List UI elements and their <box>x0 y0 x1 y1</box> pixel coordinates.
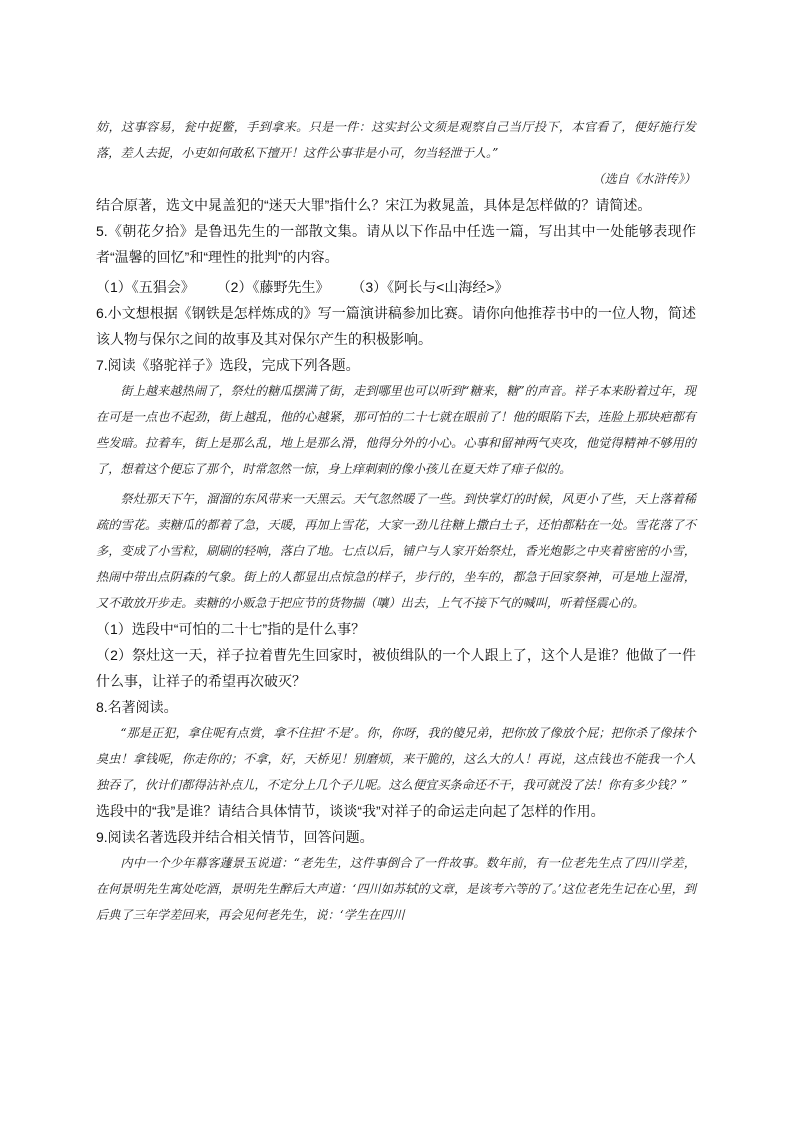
shuihu-excerpt: 妨，这事容易，瓮中捉鳖，手到拿来。只是一件：这实封公文须是观察自己当厅投下，本官看了，便好施行发落，差人去捉，小吏如何敢私下擅开！这件公事非是小可，勿当轻泄于人。” <box>96 120 696 160</box>
question-5-options <box>96 274 696 300</box>
question-8-title: 8.名著阅读。 <box>96 699 178 715</box>
question-8-excerpt: “那是正犯，拿住呢有点赏，拿不住担‘不是’。你，你呀，我的傻兄弟，把你放了像放个屁；把你杀了像抹个臭虫！拿钱呢，你走你的；不拿，好，天桥见！别磨烦，来干脆的，这么大的人！再说，这点钱也不能我一个人独吞了，伙计们都得沾补点儿，不定分上几个子儿呢。这么便宜买条命还不干，我可就没了法！你有多少钱？” <box>96 726 696 792</box>
question-8-question: 选段中的“我”是谁？请结合具体情节，谈谈“我”对祥子的命运走向起了怎样的作用。 <box>96 803 605 819</box>
question-5: 5.《朝花夕拾》是鲁迅先生的一部散文集。请从以下作品中任选一篇，写出其中一处能够表现作者“温馨的回忆”和“理性的批判”的内容。 <box>96 223 696 265</box>
option-3: （3）《阿长与<山海经>》 <box>351 279 509 295</box>
option-2: （2）《藤野先生》 <box>216 279 330 295</box>
luotuo-excerpt-paragraph-2: 祭灶那天下午，溜溜的东风带来一天黑云。天气忽然暖了一些。到快掌灯的时候，风更小了些，天上落着稀疏的雪花。卖糖瓜的都着了急，天暖，再加上雪花，大家一劲儿往糖上撒白土子，还怕都粘在一处。雪花落了不多，变成了小雪粒，刷刷的轻响，落白了地。七点以后，铺户与人家开始祭灶，香光炮影之中夹着密密的小雪，热闹中带出点阴森的气象。街上的人都显出点惊急的样子，步行的，坐车的，都急于回家祭神，可是地上湿滑，又不敢放开步走。卖糖的小贩急于把应节的货物揣（嚷）出去，上气不接下气的喊叫，听着怪震心的。 <box>96 492 696 610</box>
option-1: （1）《五猖会》 <box>96 279 195 295</box>
question-7-sub-2: （2）祭灶这一天，祥子拉着曹先生回家时，被侦缉队的一个人跟上了，这个人是谁？他做了一件什么事，让祥子的希望再次破灭？ <box>96 647 696 689</box>
luotuo-excerpt-paragraph-1: 街上越来越热闹了，祭灶的糖瓜摆满了街，走到哪里也可以听到“糖来，糖”的声音。祥子本来盼着过年，现在可是一点也不起劲，街上越乱，他的心越紧，那可怕的二十七就在眼前了！他的眼陷下去，连脸上那块疤都有些发暗。拉着车，街上是那么乱，地上是那么滑，他得分外的小心。心事和留神两气夹攻，他觉得精神不够用的了，想着这个便忘了那个，时常忽然一惊，身上痒刺刺的像小孩儿在夏天炸了痱子似的。 <box>96 384 696 476</box>
question-7-title: 7.阅读《骆驼祥子》选段，完成下列各题。 <box>96 357 360 373</box>
question-9-title: 9.阅读名著选段并结合相关情节，回答问题。 <box>96 829 374 845</box>
question-6: 6.小文想根据《钢铁是怎样炼成的》写一篇演讲稿参加比赛。请你向他推荐书中的一位人物，简述该人物与保尔之间的故事及其对保尔产生的积极影响。 <box>96 305 696 347</box>
document-content <box>96 114 696 928</box>
excerpt-source: （选自《水浒传》） <box>592 172 696 186</box>
question-7-sub-1: （1）选段中“可怕的二十七”指的是什么事？ <box>96 621 366 637</box>
question-4-text: 结合原著，选文中晁盖犯的“迷天大罪”指什么？宋江为救晁盖，具体是怎样做的？请简述。 <box>96 197 652 213</box>
question-9-excerpt: 内中一个少年幕客蘧景玉说道：“老先生，这件事倒合了一件故事。数年前，有一位老先生点了四川学差，在何景明先生寓处吃酒，景明先生醉后大声道：‘四川如苏轼的文章，是该考六等的了。’这位老先生记在心里，到后典了三年学差回来，再会见何老先生，说：‘学生在四川 <box>96 856 696 922</box>
